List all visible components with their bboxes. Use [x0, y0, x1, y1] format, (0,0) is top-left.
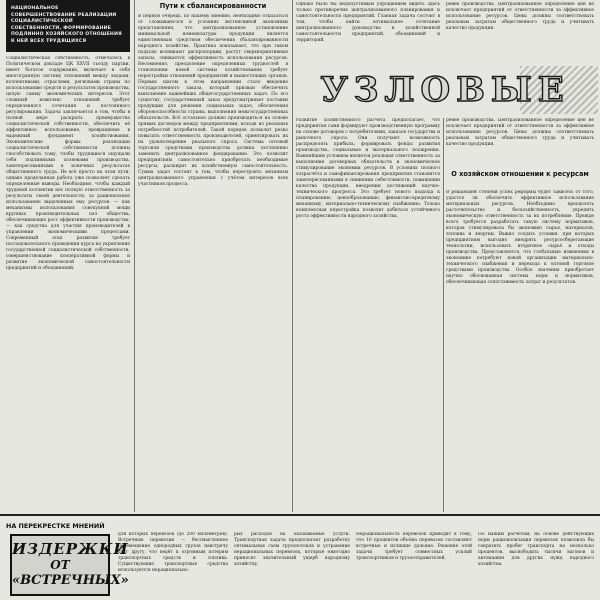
article-column-4-lower: В решающей степени успех реформы будет зависеть от того, удастся ли обеспечить эффективное использование материальных ресурсов. Необходимо преодолеть расточительство и бесхозяйственность, укрепить экономическую ответственность за их потребление. Прежде всего требуется разработать такую систему нормативов, которая стимулировала бы экономию сырья, материалов, топлива и энергии. Важно создать условия, при которых предприятиям выгодно внедрять ресурсосберегающие технологии, использовать вторичное сырьё и отходы производства. Представляется, что глобальные изменения в экономике потребуют новой организации материально-технического снабжения и перехода к оптовой торговле средствами производства. Особое значение приобретает научно обоснованная система норм и нормативов, обеспечивающая сопоставимость затрат и результатов. [446, 190, 594, 285]
bottom-headline-box [10, 534, 129, 596]
bottom-column-c: Нерациональность перевозок приводит к тому, что 10 процентов объёма перевозок составляют встречные и излишне дальние. Решение этой задачи требует совместных усилий транспортников и грузоотправителей. [356, 532, 472, 561]
header-slogan-box [6, 0, 130, 52]
column-divider [292, 0, 293, 512]
bottom-column-a: для которых перевозок (до 200 километров). Встречные перевозки — бессмысленное перемещение однородных грузов навстречу друг другу, что ведёт к огромным потерям транспортных средств и топлива. Существующие транспортные средства используются нерационально. [118, 532, 228, 573]
article-column-4-intro: ревне производства. Централизованное определение цен не исключает предприятий от ответственности за эффективное использование ресурсов. Цены должны соответствовать реальным затратам общественного труда и учитывать качество продукции. [446, 118, 594, 147]
article-column-3-top: Однако было бы недопустимым упрощением видеть здесь только противоречия централизованного планирования и самостоятельности предприятий. Главная задача состоит в том, чтобы найти оптимальное сочетание централизованного руководства и хозяйственной самостоятельности предприятий, объединений и территорий. [296, 2, 440, 43]
section-heading: Пути к сбалансированности [159, 2, 267, 10]
bottom-column-b: рых расходов на оказываемые услуги. Транспортная задача предполагает разработку оптимальных схем грузопотоков и устранение нерациональных перевозок, которые ежегодно приносят значительный ущерб народному хозяйству. [234, 532, 350, 567]
headline-title: УЗЛОВЫЕ [320, 70, 570, 110]
rubric-text: НА ПЕРЕКРЕСТКЕ МНЕНИЙ [6, 522, 105, 530]
column-divider [443, 118, 444, 512]
article-column-1: Социалистическая собственность, отмечалось в Политическом докладе ЦК XXVII съезду партии, имеет богатое содержание, включает в себя многогранную систему отношений между людьми, коллективами, отраслями, регионами страны по использованию средств и результатов производства, целую гамму экономических интересов. Этот сложный комплекс отношений требует определенного сочетания и постоянного регулирования. Задача заключается в том, чтобы в полной мере раскрыть преимущества социалистической собственности, обеспечить её эффективное использование, превращение в надежный фундамент хозяйствования. Экономические формы реализации социалистической собственности должны способствовать тому, чтобы трудящиеся ощущали себя подлинными хозяевами производства, заинтересованными в конечных результатах общественного труда. Не всё просто на этом пути, однако проделанная работа уже позволяет сделать определенные выводы. Необходимо, чтобы каждый трудовой коллектив нес полную ответственность за результаты своей деятельности, за рациональное использование выделенных ему ресурсов. — как механизмы использования совокупной мощи крупных производительных сил общества, обеспечивающих рост эффективности производства; — как средства для участия производителей в управлении экономическими процессами. Современный этап развития требует последовательного проведения курса на укрепление государственной социалистической собственности, совершенствование кооперативной формы и развитие экономической самостоятельности предприятий и объединений. [6, 56, 130, 271]
subsection-heading: О хозяйском отношении к ресурсам [451, 170, 589, 178]
article-column-4-top: ревне производства. Централизованное определение цен не исключает предприятий от ответственности за эффективное использование ресурсов. Цены должны соответствовать реальным затратам общественного труда и учитывать качество продукции. [446, 2, 594, 31]
article-column-2: В первую очередь, по нашему мнению, необходимо отказаться от сложившегося в условиях экстенсивной экономики представления, что централизованное установление минимальной номенклатуры продукции является единственным средством обеспечения сбалансированности народного хозяйства. Практика показывает, что при таком подходе возникают диспропорции, растут сверхнормативные запасы, снижается эффективность использования ресурсов. Несомненно, преодоление определенных трудностей в становлении новой системы хозяйствования требует перестройки отношений предприятий и вышестоящих органов. Первым шагом в этом направлении стало введение государственного заказа, который призван обеспечить выполнение важнейших общегосударственных задач. По его существу, государственный заказ предусматривает поставки продукции для решения социальных задач, обеспечения обороноспособности страны, выполнения межгосударственных обязательств. Всё остальное должно производиться на основе прямых договоров между предприятиями, исходя из реальных потребностей потребителей. Такой порядок позволит резко повысить ответственность производителей, ориентировать их на удовлетворение реального спроса. Система оптовой торговли средствами производства должна постепенно заменить централизованное фондирование. Это позволит предприятиям самостоятельно приобретать необходимые ресурсы, расширит их хозяйственную самостоятельность. Сумма задач состоит в том, чтобы перестроить механизм централизованного управления с учётом интересов всех участников процесса. [138, 14, 288, 187]
headline-line-1: ИЗДЕРЖКИ [12, 540, 129, 558]
article-column-3-lower: Развитие хозяйственного расчёта предполагает, что предприятия сами формируют производственную программу на основе договоров с потребителями, заказов государства и рыночного спроса. Они получают возможность распределять прибыль, формировать фонды развития производства, социальные и материального поощрения. Важнейшим условием является реальная ответственность за выполнение договорных обязательств и экономическое стимулирование экономии ресурсов. В условиях полного хозрасчёта и самофинансирования предприятия становятся заинтересованными в снижении себестоимости, повышении качества продукции, внедрении достижений научно-технического прогресса. Это требует нового подхода к планированию, ценообразованию, финансово-кредитному механизму, материально-техническому снабжению. Только комплексная перестройка позволит добиться устойчивого роста эффективности народного хозяйства. [296, 118, 440, 219]
header-slogan-text: НАЦИОНАЛЬНОЕ СОВЕРШЕНСТВОВАНИЕ РЕАЛИЗАЦИИ СОЦИАЛИСТИЧЕСКОЙ СОБСТВЕННОСТИ, ФОРМИРОВАНИЕ ПОДЛИННО ХОЗЯЙСКОГО ОТНОШЕНИЯ К НЕЙ ВСЕХ ТРУДЯЩИХСЯ [11, 6, 122, 44]
section-rule [0, 514, 600, 516]
bottom-column-d: По нашим расчётам, на основе действующих норм рационализация перевозок позволила бы сократить пробег транспорта на несколько процентов, высвободить тысячи вагонов и автомашин для других нужд народного хозяйства. [478, 532, 594, 567]
column-divider [134, 0, 135, 512]
headline-line-2: ОТ [50, 558, 70, 572]
rubric-label [6, 520, 146, 532]
headline-line-3: «ВСТРЕЧНЫХ» [12, 573, 129, 588]
